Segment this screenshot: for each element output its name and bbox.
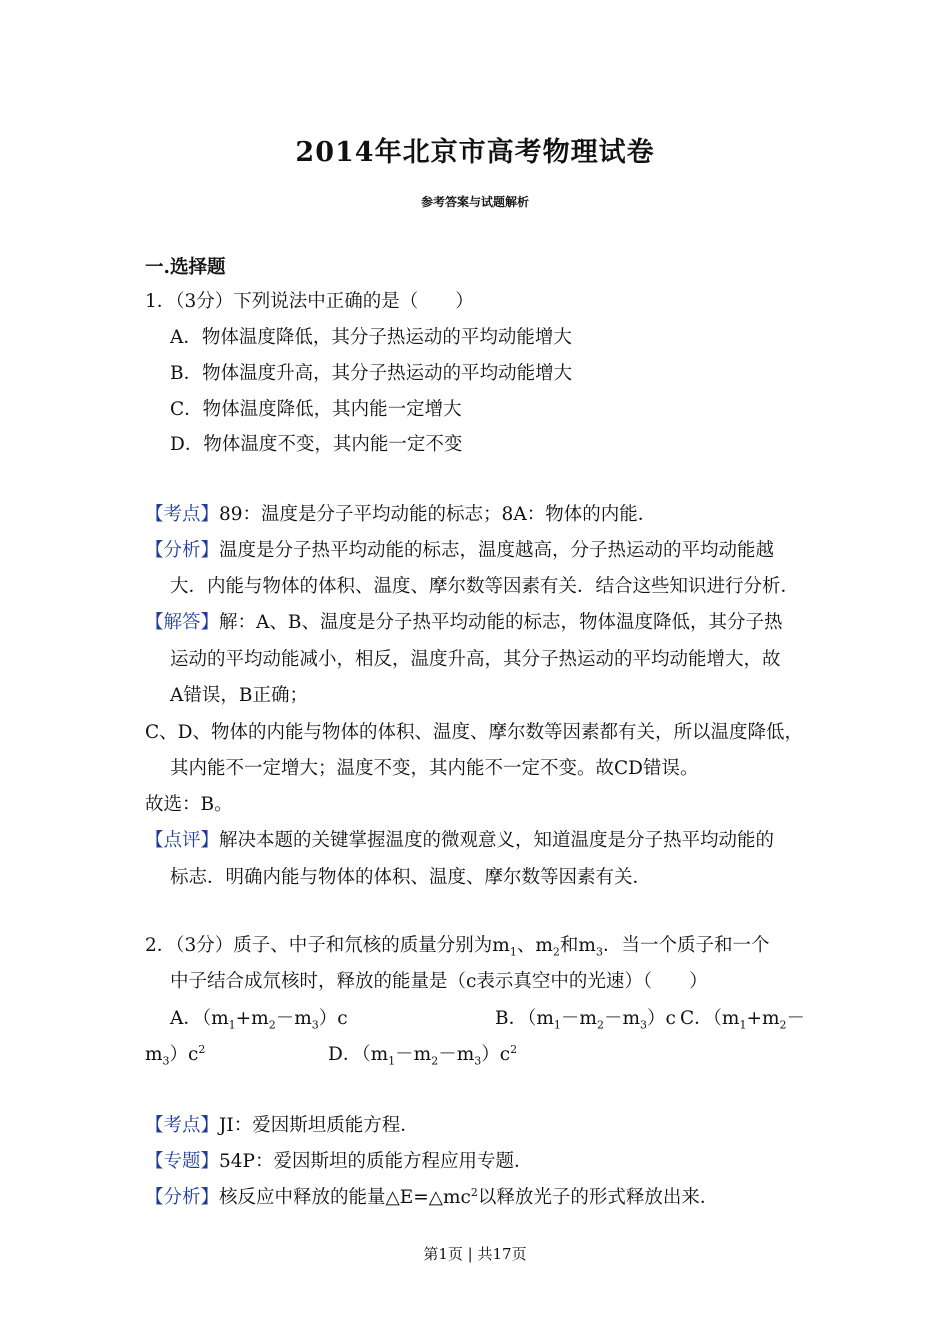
q1-fenxi-line2: 大．内能与物体的体积、温度、摩尔数等因素有关．结合这些知识进行分析． <box>170 576 800 597</box>
q1-jieda-line5: 其内能不一定增大；温度不变，其内能不一定不变。故CD错误。 <box>170 758 699 779</box>
kaodian-text: JI：爱因斯坦质能方程． <box>219 1115 419 1136</box>
q1-dianping <box>145 829 774 853</box>
dianping-tag: 【点评】 <box>145 830 220 851</box>
q1-jieda-line2: 运动的平均动能减小，相反，温度升高，其分子热运动的平均动能增大，故 <box>170 649 781 670</box>
q2-kaodian <box>145 1114 419 1138</box>
q1-jieda-line3: A错误，B正确； <box>170 685 308 706</box>
q1-jieda <box>145 611 782 635</box>
fenxi-tag: 【分析】 <box>145 540 220 561</box>
kaodian-tag: 【考点】 <box>145 1115 220 1136</box>
kaodian-text: 89：温度是分子平均动能的标志；8A：物体的内能． <box>219 504 657 525</box>
q1-stem: 1．（3分）下列说法中正确的是（ ） <box>145 291 474 312</box>
q1-option-d: D．物体温度不变，其内能一定不变 <box>170 434 463 455</box>
q1-option-b: B．物体温度升高，其分子热运动的平均动能增大 <box>170 363 573 384</box>
q1-option-a: A．物体温度降低，其分子热运动的平均动能增大 <box>170 327 572 348</box>
q2-option-c: C．（$m_1+m_2-$ <box>680 1008 806 1032</box>
zhuanti-text: 54P：爱因斯坦的质能方程应用专题． <box>219 1151 533 1172</box>
q2-fenxi: 【分析】核反应中释放的能量$\triangle E=\triangle mc^2$以释放光子的形式释放出来． <box>145 1185 719 1208</box>
jieda-text: 解：A、B、温度是分子热平均动能的标志，物体温度降低，其分子热 <box>219 612 783 633</box>
q1-fenxi <box>145 539 774 563</box>
zhuanti-tag: 【专题】 <box>145 1151 220 1172</box>
page-title: 2014年北京市高考物理试卷 <box>295 137 655 168</box>
fenxi-text: 温度是分子热平均动能的标志，温度越高，分子热运动的平均动能越 <box>219 540 775 561</box>
kaodian-tag: 【考点】 <box>145 504 220 525</box>
jieda-tag: 【解答】 <box>145 612 220 633</box>
q2-option-a: A．$(m_1+m_2-m_3)c$ <box>170 1008 348 1032</box>
page-footer: 第1页 | 共17页 <box>423 1245 527 1263</box>
q1-jieda-line4: C、D、物体的内能与物体的体积、温度、摩尔数等因素都有关，所以温度降低， <box>145 722 803 743</box>
q1-dianping-line2: 标志．明确内能与物体的体积、温度、摩尔数等因素有关． <box>170 867 652 888</box>
q1-answer: 故选：B。 <box>145 794 233 815</box>
q1-option-c: C．物体温度降低，其内能一定增大 <box>170 399 462 420</box>
q2-stem: 2．（3分）质子、中子和氘核的质量分别为$m_1$、$m_2$和$m_3$．当一个质子和一个 <box>145 935 770 959</box>
q2-stem-line2: 中子结合成氘核时，释放的能量是（c表示真空中的光速）（ ） <box>170 971 708 992</box>
q2-zhuanti <box>145 1150 533 1174</box>
section-heading: 一.选择题 <box>145 257 226 278</box>
q1-kaodian <box>145 503 656 527</box>
q2-option-b: B．$(m_1-m_2-m_3)c$ <box>495 1008 676 1032</box>
q2-option-d: D．$(m_1-m_2-m_3)c^2$ <box>328 1042 518 1068</box>
page-subtitle: 参考答案与试题解析 <box>420 195 529 209</box>
q2-option-c-cont: $m_3)c^2$ <box>145 1042 206 1068</box>
dianping-text: 解决本题的关键掌握温度的微观意义，知道温度是分子热平均动能的 <box>219 830 775 851</box>
fenxi-tag: 【分析】 <box>145 1187 220 1208</box>
